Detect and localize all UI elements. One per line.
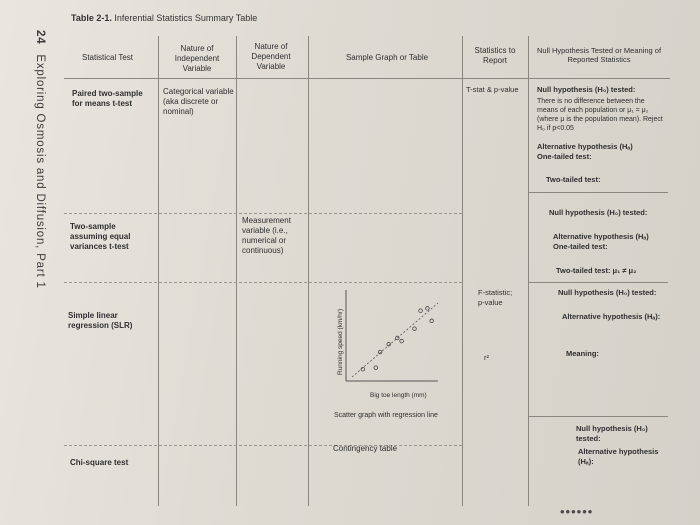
row1-independent: Categorical variable (aka discrete or nominal) xyxy=(163,87,234,116)
header-statistical-test: Statistical Test xyxy=(82,53,133,62)
row-rule-2b xyxy=(528,282,668,283)
row3-stats-p: p-value xyxy=(478,298,503,307)
row3-test: Simple linear regression (SLR) xyxy=(68,311,133,330)
side-title xyxy=(34,30,46,289)
row4-alt-label: Alternative hypothesis (Hₐ): xyxy=(578,447,659,466)
row2-test: Two-sample assuming equal variances t-test xyxy=(70,222,131,251)
col-rule-4 xyxy=(462,36,463,506)
row3-meaning: Meaning: xyxy=(566,349,599,358)
table-caption-label: Table 2-1. xyxy=(71,13,112,23)
row3-stats-f: F-statistic; xyxy=(478,288,513,297)
row2-two-tailed: Two-tailed test: μ₁ ≠ μ₂ xyxy=(556,266,637,275)
col-rule-3 xyxy=(308,36,309,506)
page-number: 24 xyxy=(34,30,46,45)
row1-alt-label: Alternative hypothesis (Hₐ) xyxy=(537,142,633,151)
graph-caption: Scatter graph with regression line xyxy=(334,412,438,419)
row-rule-2 xyxy=(64,282,462,283)
header-dependent-variable: Nature of Dependent Variable xyxy=(251,42,291,71)
table-caption xyxy=(71,13,257,23)
scatter-point xyxy=(396,336,400,340)
header-sample-graph: Sample Graph or Table xyxy=(345,53,429,62)
row1-null-text: There is no difference between the means of each population or μ₁ = μ₂ (where μ is the population mean). Reject H₀ if p<0.05 xyxy=(537,98,663,132)
row2-null-label: Null hypothesis (H₀) tested: xyxy=(549,208,648,217)
row2-one-tailed: One-tailed test: xyxy=(553,242,608,251)
row1-null-label: Null hypothesis (H₀) tested: xyxy=(537,85,636,94)
header-statistics: Statistics to Report xyxy=(474,46,516,65)
col-rule-1 xyxy=(158,36,159,506)
scatter-point xyxy=(413,327,417,331)
row3-null-label: Null hypothesis (H₀) tested: xyxy=(558,288,657,297)
row1-two-tailed: Two-tailed test: xyxy=(546,175,601,184)
scatter-point xyxy=(419,309,423,313)
row-rule-3b xyxy=(528,416,668,417)
row1-one-tailed: One-tailed test: xyxy=(537,152,592,161)
scatter-point xyxy=(374,366,378,370)
row1-stats: T-stat & p-value xyxy=(466,85,519,94)
row4-sample: Contingency table xyxy=(333,444,398,453)
scatter-point xyxy=(426,307,430,311)
row3-alt-label: Alternative hypothesis (Hₐ): xyxy=(562,312,661,321)
header-bottom-rule xyxy=(64,78,670,79)
graph-x-label: Big toe length (mm) xyxy=(370,392,427,399)
graph-y-label: Running speed (km/hr) xyxy=(337,308,344,375)
row4-null-label: Null hypothesis (H₀) tested: xyxy=(576,424,648,443)
row3-stats-r2: r² xyxy=(484,353,489,362)
scatter-point xyxy=(400,339,404,343)
row-rule-1 xyxy=(64,213,462,214)
footer-marks: •••••• xyxy=(560,504,594,519)
row-rule-1b xyxy=(528,192,668,193)
scatter-point xyxy=(430,319,434,323)
col-rule-2 xyxy=(236,36,237,506)
regression-line xyxy=(352,303,438,377)
row2-dependent: Measurement variable (i.e., numerical or continuous) xyxy=(242,216,291,255)
header-independent-variable: Nature of Independent Variable xyxy=(174,44,220,73)
header-null-hypothesis: Null Hypothesis Tested or Meaning of Reported Statistics xyxy=(536,46,662,64)
row2-alt-label: Alternative hypothesis (Hₐ) xyxy=(553,232,649,241)
chapter-title: Exploring Osmosis and Diffusion, Part 1 xyxy=(34,54,46,289)
row4-test: Chi-square test xyxy=(70,458,129,467)
row1-test: Paired two-sample for means t-test xyxy=(72,89,143,108)
col-rule-5 xyxy=(528,36,529,506)
table-caption-text: Inferential Statistics Summary Table xyxy=(114,13,258,23)
